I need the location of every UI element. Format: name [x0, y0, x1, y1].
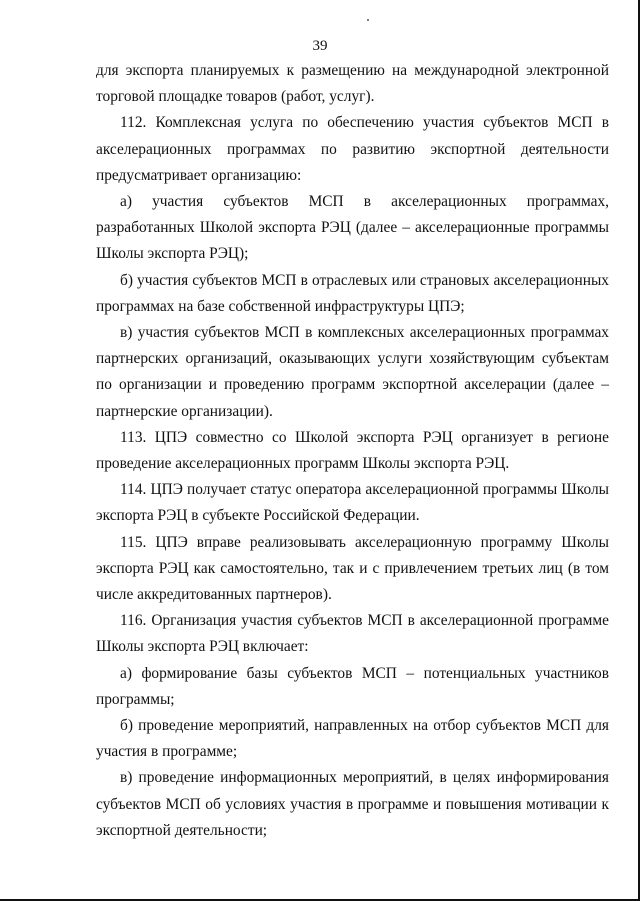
paragraph-112: 112. Комплексная услуга по обеспечению участия субъектов МСП в акселерационных программах по развитию экспортной деятельности предусматривает организацию: [96, 114, 609, 184]
paragraph-116-b: б) проведение мероприятий, направленных на отбор субъектов МСП для участия в программе; [96, 717, 609, 761]
paragraph-114: 114. ЦПЭ получает статус оператора акселерационной программы Школы экспорта РЭЦ в субъекте Российской Федерации. [96, 481, 609, 525]
paragraph-116-v: в) проведение информационных мероприятий, в целях информирования субъектов МСП об условиях участия в программе и повышения мотивации к экспортной деятельности; [96, 769, 609, 839]
scan-speck [367, 19, 369, 21]
paragraph-continuation: для экспорта планируемых к размещению на международной электронной торговой площадке товаров (работ, услуг). [96, 62, 609, 106]
paragraph-112-v: в) участия субъектов МСП в комплексных акселерационных программах партнерских организаций, оказывающих услуги хозяйствующим субъектам по организации и проведению программ экспортной акселерации (далее – партнерские организации). [96, 324, 609, 420]
paragraph-112-b: б) участия субъектов МСП в отраслевых или страновых акселерационных программах на базе собственной инфраструктуры ЦПЭ; [96, 271, 609, 315]
paragraph-112-a: а) участия субъектов МСП в акселерационных программах, разработанных Школой экспорта РЭЦ (далее – акселерационные программы Школы экспорта РЭЦ); [96, 193, 609, 263]
paragraph-115: 115. ЦПЭ вправе реализовывать акселерационную программу Школы экспорта РЭЦ как самостоятельно, так и с привлечением третьих лиц (в том числе аккредитованных партнеров). [96, 533, 609, 604]
paragraph-116-a: а) формирование базы субъектов МСП – потенциальных участников программы; [96, 664, 609, 708]
page-number: 39 [312, 38, 328, 54]
paragraph-113: 113. ЦПЭ совместно со Школой экспорта РЭЦ организует в регионе проведение акселерационных программ Школы экспорта РЭЦ. [96, 428, 609, 473]
document-body [96, 58, 609, 844]
paragraph-116: 116. Организация участия субъектов МСП в акселерационной программе Школы экспорта РЭЦ включает: [96, 612, 609, 656]
